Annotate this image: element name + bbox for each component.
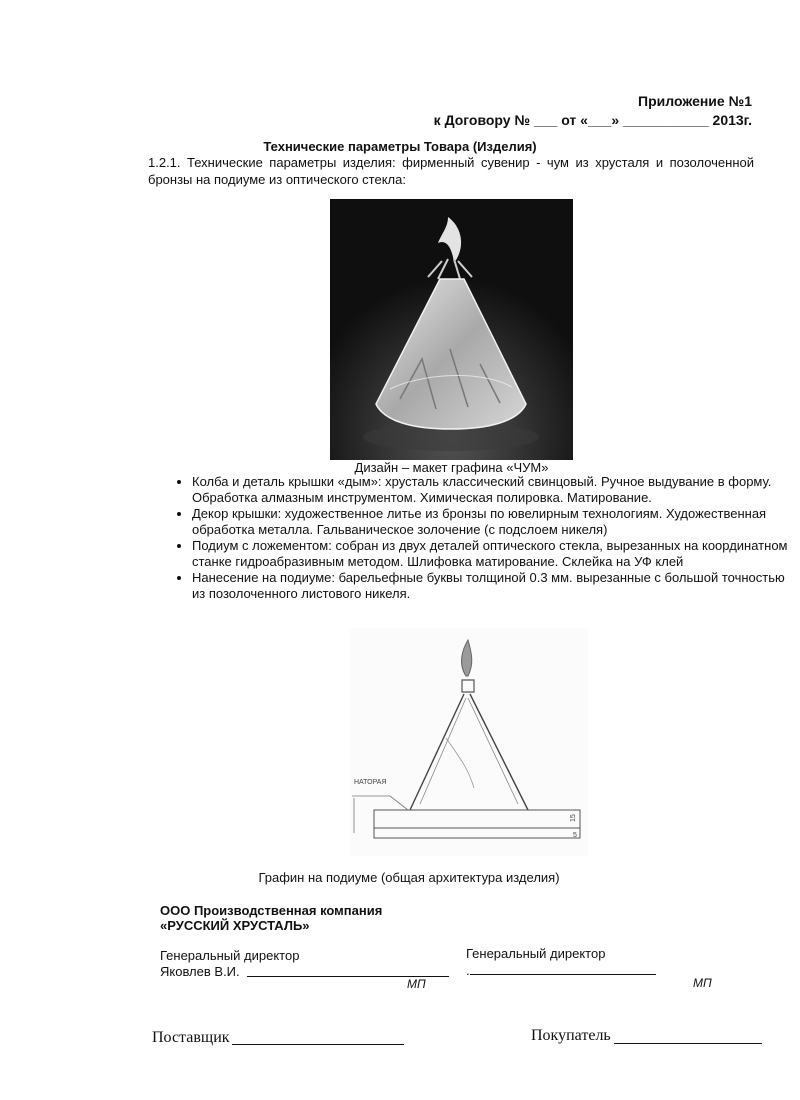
sketch-caption: Графин на подиуме (общая архитектура изделия) <box>258 870 560 885</box>
product-photo <box>330 199 573 460</box>
intro-paragraph: 1.2.1. Технические параметры изделия: фирменный сувенир - чум из хрусталя и позолоченной бронзы на подиуме из оптического стекла: <box>148 155 754 187</box>
list-item: • Колба и деталь крышки «дым»: хрусталь классический свинцовый. Ручное выдувание в форму. Обработка алмазным инструментом. Химическая полировка. Матирование. <box>192 474 792 506</box>
company-block <box>160 903 382 933</box>
left-signature-line <box>247 962 449 977</box>
company-name-line-2: «РУССКИЙ ХРУСТАЛЬ» <box>160 918 310 933</box>
list-item: • Нанесение на подиуме: барельефные буквы толщиной 0.3 мм. вырезанные с большой точностью из позолоченного листового никеля. <box>192 570 792 602</box>
document-title: Технические параметры Товара (Изделия) <box>263 139 537 154</box>
annex-contract-ref: к Договору № ___ от «___» ___________ 2013г. <box>433 112 752 128</box>
left-signatory-role: Генеральный директор <box>160 948 300 963</box>
list-item: • Подиум с ложементом: собран из двух деталей оптического стекла, вырезанных на координатном станке гидроабразивным методом. Шлифовка матирование. Склейка на УФ клей <box>192 538 792 570</box>
left-signatory-name: Яковлев В.И. <box>160 964 240 979</box>
company-name-line-1: ООО Производственная компания <box>160 903 383 918</box>
list-item: • Декор крышки: художественное литье из бронзы по ювелирным технологиям. Художественная обработка металла. Гальваническое золочение (с подслоем никеля) <box>192 506 792 538</box>
photo-caption: Дизайн – макет графина «ЧУМ» <box>354 460 549 475</box>
sketch-dimension-1: 15 <box>570 814 577 822</box>
right-stamp-label: МП <box>693 976 712 990</box>
right-signatory-role: Генеральный директор <box>466 946 606 961</box>
specs-list <box>160 474 792 602</box>
left-stamp-label: МП <box>407 977 426 991</box>
sketch-label: НАТОРАЯ <box>354 779 387 786</box>
buyer-label: Покупатель <box>531 1027 611 1044</box>
annex-title: Приложение №1 <box>638 93 752 109</box>
buyer-signature-line <box>614 1029 762 1044</box>
supplier-signature-line <box>232 1030 404 1045</box>
right-signatory-dot: . <box>466 963 470 978</box>
supplier-label: Поставщик <box>152 1029 230 1046</box>
right-signature-line <box>470 960 656 975</box>
annex-header <box>434 92 752 130</box>
sketch-dimension-2: 5 <box>573 832 577 839</box>
architecture-sketch <box>350 628 588 856</box>
